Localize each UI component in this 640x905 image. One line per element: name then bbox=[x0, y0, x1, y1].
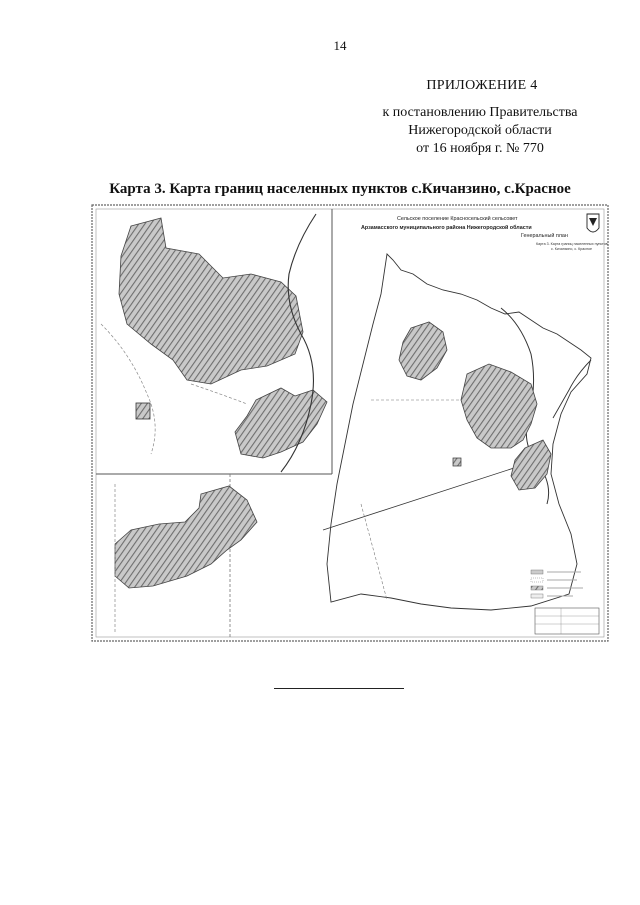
settlement-plot bbox=[453, 458, 461, 466]
resolution-line: от 16 ноября г. № 770 bbox=[416, 141, 544, 156]
title-line: Арзамасского муниципального района Нижегородской области bbox=[361, 225, 532, 231]
settlement-plot bbox=[136, 403, 150, 419]
map-svg bbox=[91, 204, 609, 642]
appendix-title: ПРИЛОЖЕНИЕ 4 bbox=[426, 78, 538, 93]
coat-of-arms-icon bbox=[587, 214, 599, 232]
title-line: Генеральный план bbox=[521, 233, 568, 239]
resolution-line: к постановлению Правительства bbox=[382, 105, 578, 120]
bottom-divider bbox=[274, 688, 404, 689]
title-stamp bbox=[535, 608, 599, 634]
title-line: Сельское поселение Красносельский сельсовет bbox=[397, 216, 518, 222]
map-subtitle: с. Кичанзино, с. Красное bbox=[551, 247, 593, 251]
map-heading: Карта 3. Карта границ населенных пунктов с.Кичанзино, с.Красное bbox=[109, 181, 571, 197]
resolution-line: Нижегородской области bbox=[408, 123, 552, 138]
map-figure bbox=[91, 204, 609, 642]
resolution-reference bbox=[360, 104, 600, 158]
page-number: 14 bbox=[333, 38, 347, 53]
map-subtitle: Карта 3. Карта границ населенных пунктов bbox=[536, 242, 608, 246]
